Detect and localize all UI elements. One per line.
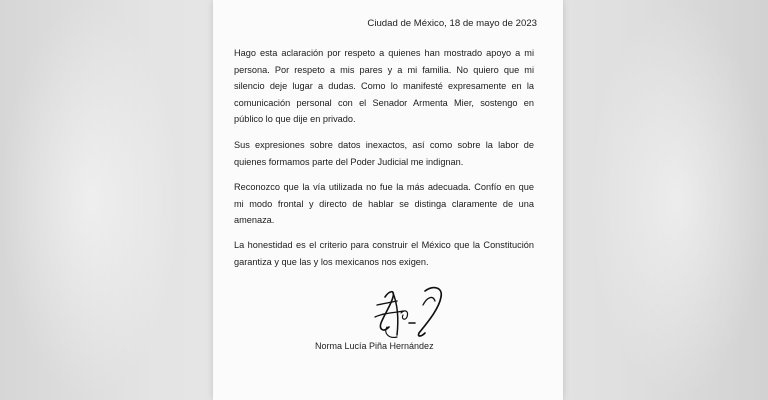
letter-paragraph-1: Hago esta aclaración por respeto a quienes han mostrado apoyo a mi persona. Por respeto a mis pares y a mi familia. No quiero que mi silencio deje lugar a dudas. Como lo manifesté expresamente en la comunicación personal con el Senador Armenta Mier, sostengo en público lo que dije en privado. xyxy=(234,48,534,125)
handwritten-signature xyxy=(363,283,463,343)
letter-page xyxy=(213,0,563,400)
letter-date: Ciudad de México, 18 de mayo de 2023 xyxy=(367,18,537,29)
letter-paragraph-2: Sus expresiones sobre datos inexactos, así como sobre la labor de quienes formamos parte del Poder Judicial me indignan. xyxy=(234,140,534,167)
blurred-background-right xyxy=(588,0,768,400)
letter-paragraph-4: La honestidad es el criterio para construir el México que la Constitución garantiza y que las y los mexicanos nos exigen. xyxy=(234,240,534,267)
letter-paragraph-3: Reconozco que la vía utilizada no fue la más adecuada. Confío en que mi modo frontal y directo de hablar se distinga claramente de una amenaza. xyxy=(234,182,534,226)
signer-name: Norma Lucía Piña Hernández xyxy=(315,341,434,351)
blurred-background-left xyxy=(0,0,180,400)
